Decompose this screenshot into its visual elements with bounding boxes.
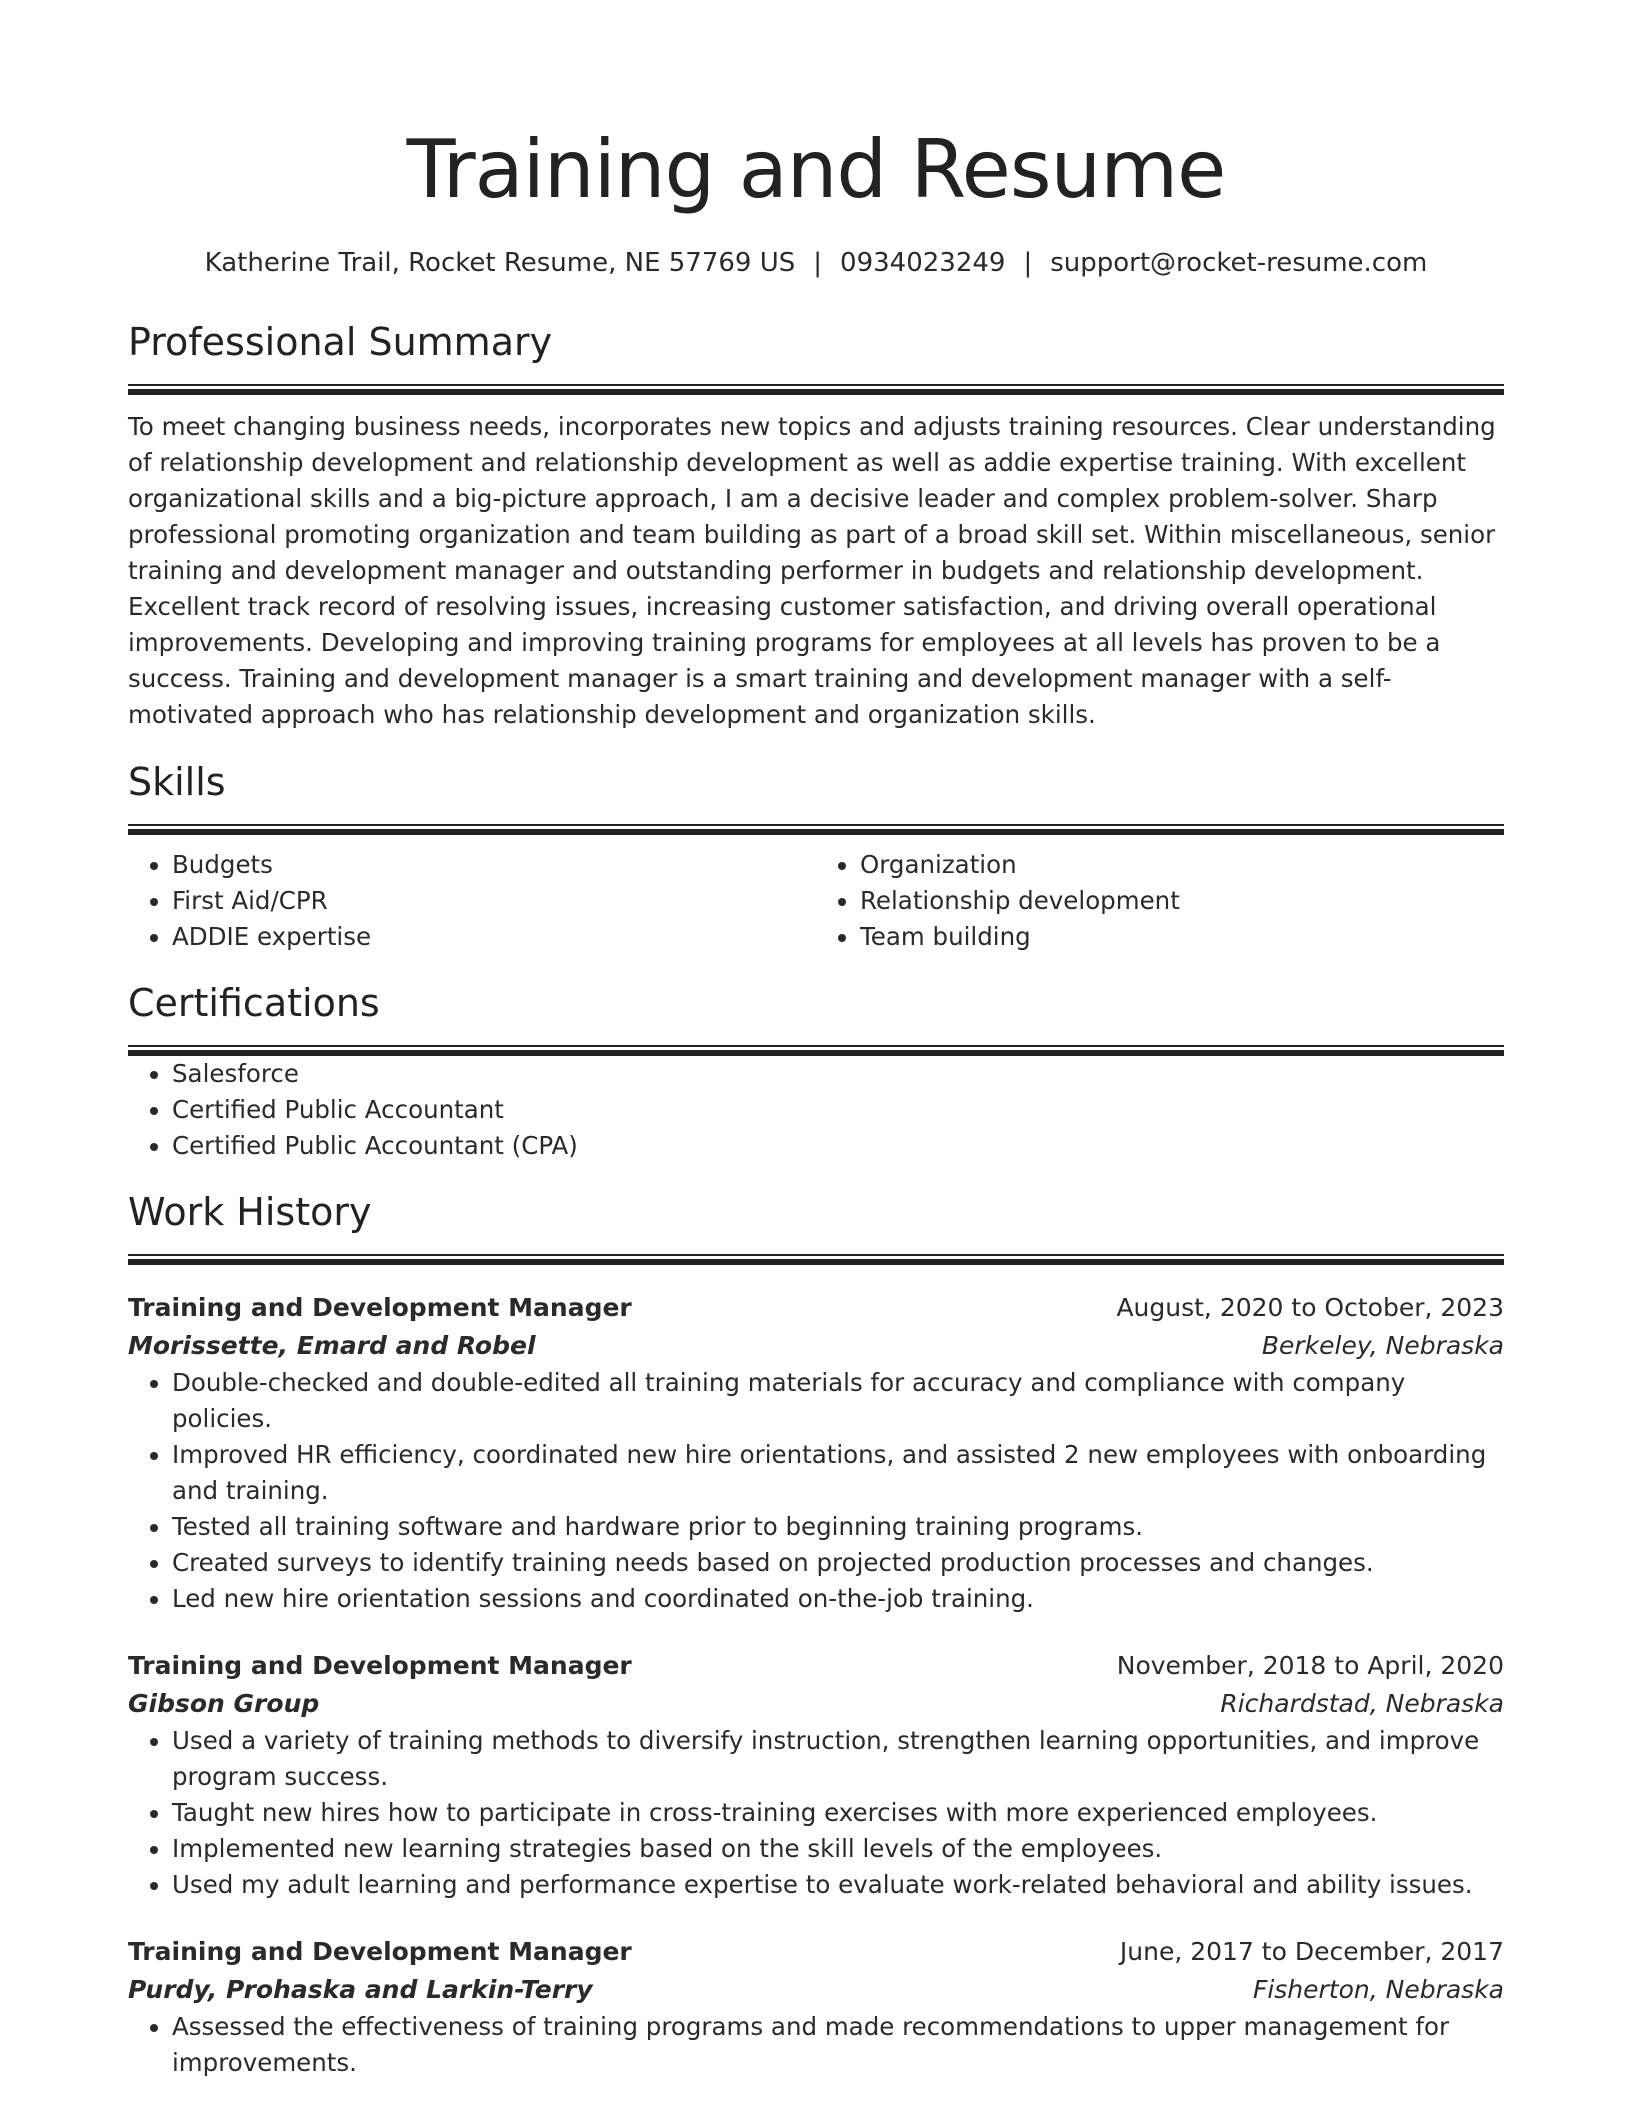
job-subheader-row bbox=[128, 1971, 1504, 2009]
job-header-row bbox=[128, 1933, 1504, 1971]
job-entry bbox=[128, 1647, 1504, 1903]
job-subheader-row bbox=[128, 1327, 1504, 1365]
section-title-skills: Skills bbox=[128, 759, 226, 804]
job-location: Berkeley, Nebraska bbox=[1261, 1330, 1504, 1360]
contact-phone: 0934023249 bbox=[840, 248, 1006, 278]
job-bullets bbox=[128, 1365, 1504, 1617]
skills-list-left bbox=[128, 847, 816, 955]
job-bullet: • Taught new hires how to participate in cross-training exercises with more experienced employees. bbox=[172, 1795, 1504, 1831]
certification-item: • Salesforce bbox=[172, 1056, 1504, 1092]
skills-list-right bbox=[816, 847, 1504, 955]
job-dates: June, 2017 to December, 2017 bbox=[1119, 1936, 1504, 1966]
job-title: Training and Development Manager bbox=[128, 1650, 632, 1680]
section-divider bbox=[128, 1254, 1504, 1265]
contact-separator: | bbox=[813, 248, 823, 278]
section-divider bbox=[128, 1045, 1504, 1056]
skill-item: • Relationship development bbox=[860, 883, 1504, 919]
job-entry bbox=[128, 1933, 1504, 2081]
contact-email[interactable]: support@rocket-resume.com bbox=[1050, 248, 1428, 278]
skill-item: • Team building bbox=[860, 919, 1504, 955]
section-title-certifications: Certifications bbox=[128, 980, 380, 1025]
resume-name: Training and Resume bbox=[406, 123, 1226, 216]
certifications-section bbox=[128, 979, 1504, 1164]
skills-section bbox=[128, 758, 1504, 955]
contact-line bbox=[128, 246, 1504, 280]
job-bullet: • Used a variety of training methods to diversify instruction, strengthen learning opportunities, and improve program success. bbox=[172, 1723, 1504, 1795]
certifications-list bbox=[128, 1056, 1504, 1164]
job-bullet: • Double-checked and double-edited all training materials for accuracy and compliance with company policies. bbox=[172, 1365, 1504, 1437]
job-company: Gibson Group bbox=[128, 1688, 320, 1718]
job-bullet: • Assessed the effectiveness of training programs and made recommendations to upper management for improvements. bbox=[172, 2009, 1504, 2081]
skill-item: • Budgets bbox=[172, 847, 816, 883]
job-bullets bbox=[128, 1723, 1504, 1903]
section-divider bbox=[128, 384, 1504, 395]
job-bullets bbox=[128, 2009, 1504, 2081]
summary-text: To meet changing business needs, incorporates new topics and adjusts training resources. Clear understanding of relationship development and relationship development as well as addie expertise training. With excellent organizational skills and a big-picture approach, I am a decisive leader and complex problem-solver. Sharp professional promoting organization and team building as part of a broad skill set. Within miscellaneous, senior training and development manager and outstanding performer in budgets and relationship development. Excellent track record of resolving issues, increasing customer satisfaction, and driving overall operational improvements. Developing and improving training programs for employees at all levels has proven to be a success. Training and development manager is a smart training and development manager with a self-motivated approach who has relationship development and organization skills. bbox=[128, 412, 1496, 729]
job-header-row bbox=[128, 1647, 1504, 1685]
section-title-summary: Professional Summary bbox=[128, 320, 553, 364]
skills-grid bbox=[128, 847, 1504, 955]
job-bullet: • Tested all training software and hardware prior to beginning training programs. bbox=[172, 1509, 1504, 1545]
job-header-row bbox=[128, 1289, 1504, 1327]
skill-item: • Organization bbox=[860, 847, 1504, 883]
section-title-work-history: Work History bbox=[128, 1189, 372, 1234]
certification-item: • Certified Public Accountant (CPA) bbox=[172, 1128, 1504, 1164]
job-company: Morissette, Emard and Robel bbox=[128, 1330, 536, 1360]
skill-item: • ADDIE expertise bbox=[172, 919, 816, 955]
professional-summary-section bbox=[128, 318, 1504, 733]
job-location: Richardstad, Nebraska bbox=[1220, 1688, 1504, 1718]
job-bullet: • Improved HR efficiency, coordinated new hire orientations, and assisted 2 new employees with onboarding and training. bbox=[172, 1437, 1504, 1509]
job-dates: November, 2018 to April, 2020 bbox=[1116, 1650, 1504, 1680]
job-dates: August, 2020 to October, 2023 bbox=[1116, 1292, 1504, 1322]
job-bullet: • Used my adult learning and performance expertise to evaluate work-related behavioral and ability issues. bbox=[172, 1867, 1504, 1903]
job-title: Training and Development Manager bbox=[128, 1292, 632, 1322]
certification-item: • Certified Public Accountant bbox=[172, 1092, 1504, 1128]
skill-item: • First Aid/CPR bbox=[172, 883, 816, 919]
job-subheader-row bbox=[128, 1685, 1504, 1723]
job-title: Training and Development Manager bbox=[128, 1936, 632, 1966]
job-bullet: • Led new hire orientation sessions and coordinated on-the-job training. bbox=[172, 1581, 1504, 1617]
contact-address: Katherine Trail, Rocket Resume, NE 57769 US bbox=[204, 248, 796, 278]
job-entry bbox=[128, 1289, 1504, 1617]
job-location: Fisherton, Nebraska bbox=[1252, 1974, 1504, 2004]
section-divider bbox=[128, 824, 1504, 835]
job-bullet: • Implemented new learning strategies based on the skill levels of the employees. bbox=[172, 1831, 1504, 1867]
work-history-section bbox=[128, 1188, 1504, 2081]
job-company: Purdy, Prohaska and Larkin-Terry bbox=[128, 1974, 593, 2004]
contact-separator: | bbox=[1023, 248, 1033, 278]
job-bullet: • Created surveys to identify training needs based on projected production processes and changes. bbox=[172, 1545, 1504, 1581]
